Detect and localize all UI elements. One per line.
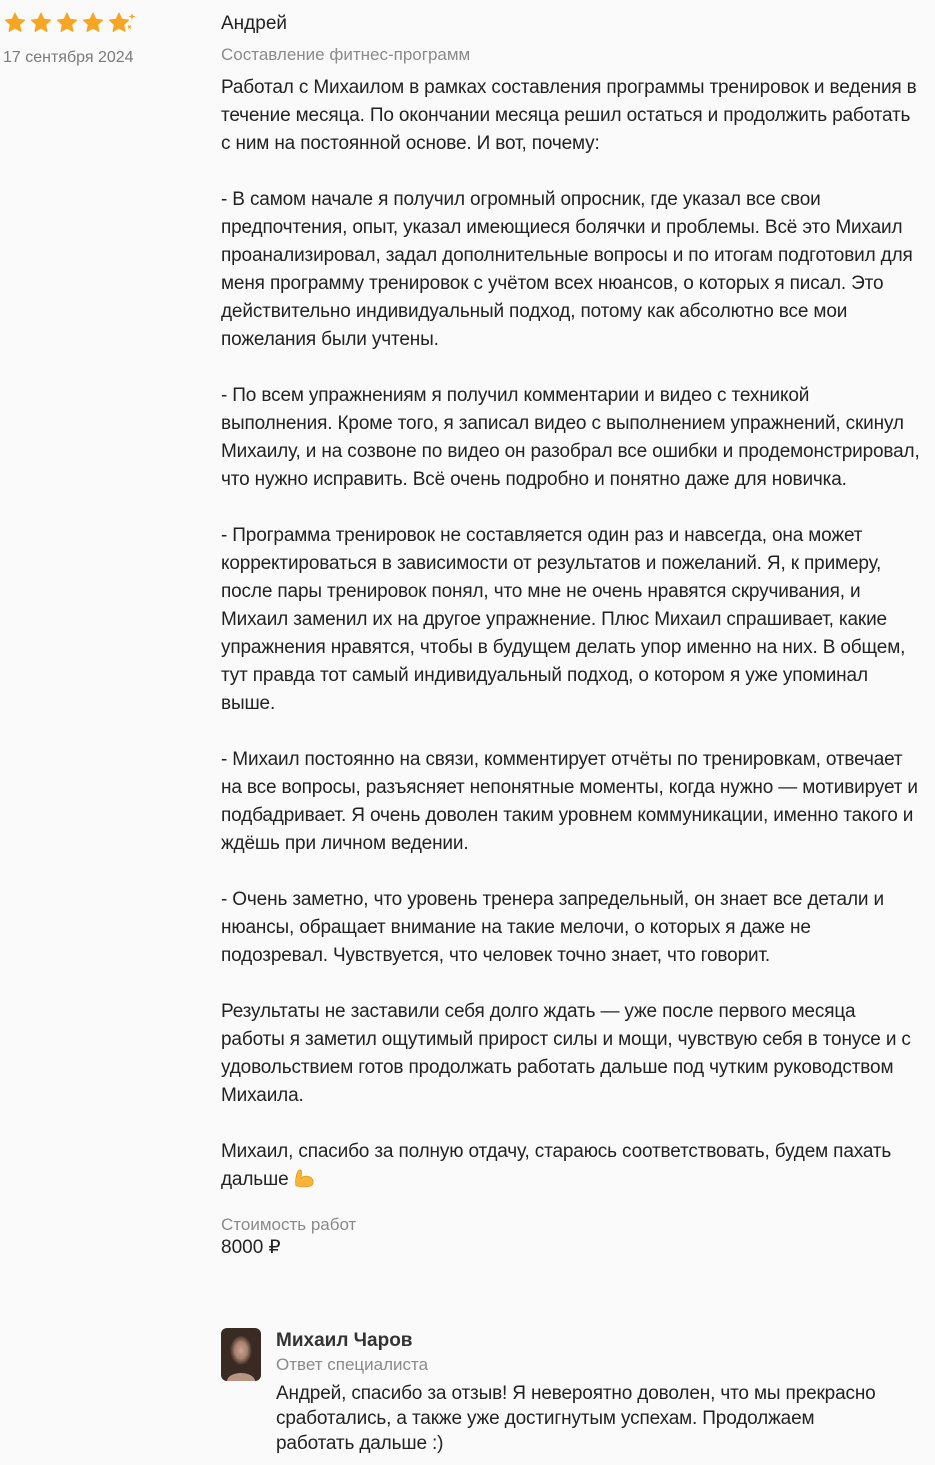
review-meta [3, 10, 203, 68]
specialist-reply [221, 1328, 921, 1456]
review-paragraph: - По всем упражнениям я получил комментарии и видео с техникой выполнения. Кроме того, я записал видео с выполнением упражнений, скинул Михаилу, и на созвоне по видео он разобрал все ошибки и продемонстрировал, что нужно исправить. Всё очень подробно и понятно даже для новичка. [221, 385, 920, 490]
specialist-name[interactable]: Михаил Чаров [276, 1330, 413, 1351]
work-cost [221, 1214, 921, 1260]
star-icon [3, 11, 27, 35]
cost-label: Стоимость работ [221, 1215, 357, 1234]
flexed-biceps-emoji-icon [293, 1168, 315, 1188]
star-icon [29, 11, 53, 35]
review-paragraph: Результаты не заставили себя долго ждать — уже после первого месяца работы я заметил ощутимый прирост силы и мощи, чувствую себя в тонусе и с удовольствием готов продолжать работать дальше под чутким руководством Михаила. [221, 1001, 911, 1106]
review-paragraph: - Михаил постоянно на связи, комментирует отчёты по тренировкам, отвечает на все вопросы, разъясняет непонятные моменты, когда нужно — мотивирует и подбадривает. Я очень доволен таким уровнем коммуникации, именно такого и ждёшь при личном ведении. [221, 749, 918, 854]
reply-role-label: Ответ специалиста [276, 1355, 429, 1374]
review-closing-paragraph [221, 1138, 921, 1194]
review-text [221, 74, 921, 1194]
review-paragraph: - Очень заметно, что уровень тренера запредельный, он знает все детали и нюансы, обращает внимание на такие мелочи, о которых я даже не подозревал. Чувствуется, что человек точно знает, что говорит. [221, 889, 884, 966]
review-closing-text: Михаил, спасибо за полную отдачу, стараюсь соответствовать, будем пахать дальше [221, 1141, 892, 1190]
review-paragraph: Работал с Михаилом в рамках составления программы тренировок и ведения в течение месяца. По окончании месяца решил остаться и продолжить работать с ним на постоянной основе. И вот, почему: [221, 77, 917, 154]
star-icon [55, 11, 79, 35]
specialist-avatar[interactable] [221, 1328, 261, 1381]
service-category: Составление фитнес-программ [221, 45, 471, 64]
review-paragraph: - Программа тренировок не составляется один раз и навсегда, она может корректироваться в зависимости от результатов и пожеланий. Я, к примеру, после пары тренировок понял, что мне не очень нравятся скручивания, и Михаил заменил их на другое упражнение. Плюс Михаил спрашивает, какие упражнения нравятся, чтобы в будущем делать упор именно на них. В общем, тут правда тот самый индивидуальный подход, о котором я уже упоминал выше. [221, 525, 906, 714]
cost-value: 8000 ₽ [221, 1237, 281, 1258]
reply-content [276, 1328, 921, 1456]
review-content [221, 12, 921, 1260]
star-icon [81, 11, 105, 35]
review-author: Андрей [221, 13, 287, 34]
review-date: 17 сентября 2024 [3, 49, 134, 66]
star-sparkle-icon [107, 11, 137, 35]
rating-stars [3, 10, 203, 36]
review-paragraph: - В самом начале я получил огромный опросник, где указал все свои предпочтения, опыт, указал имеющиеся болячки и проблемы. Всё это Михаил проанализировал, задал дополнительные вопросы и по итогам подготовил для меня программу тренировок с учётом всех нюансов, о которых я писал. Это действительно индивидуальный подход, потому как абсолютно все мои пожелания были учтены. [221, 189, 913, 350]
reply-text: Андрей, спасибо за отзыв! Я невероятно доволен, что мы прекрасно сработались, а также уже достигнутым успехам. Продолжаем работать дальше :) [276, 1383, 876, 1454]
